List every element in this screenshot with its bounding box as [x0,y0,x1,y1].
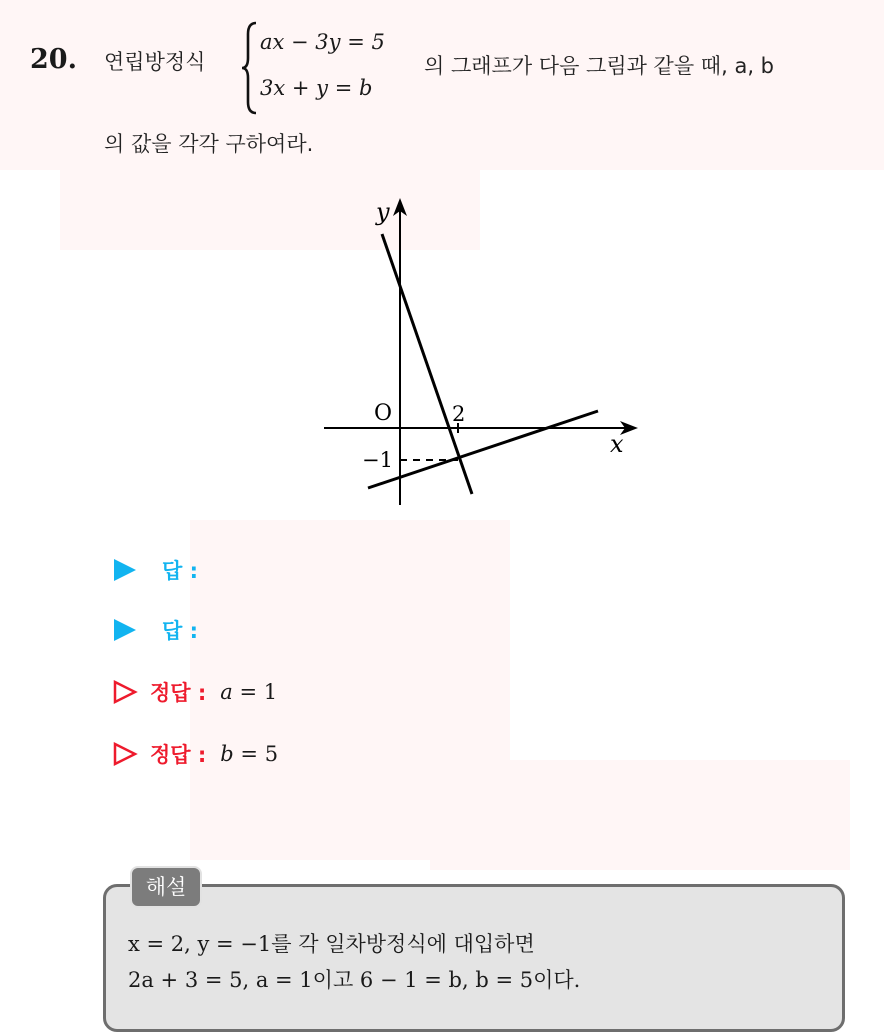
correct-answer-value: a = 1 [220,680,278,704]
solution-line-2: 2a + 3 = 5, a = 1이고 6 − 1 = b, b = 5이다. [128,968,581,992]
x-axis-label: x [610,430,624,458]
correct-answer-value: b = 5 [220,742,279,766]
line-3x-plus-y-eq-b [382,234,472,494]
solution-box [103,884,845,1032]
origin-label: O [374,401,393,426]
play-outline-icon [112,741,138,767]
correct-answer-label: 정답 : [150,743,207,767]
equation-1: ax − 3y = 5 [260,30,385,54]
y-tick-label: −1 [362,448,393,472]
system-brace [240,20,260,116]
answer-row-2 [112,615,198,645]
solution-line-1: x = 2, y = −1를 각 일차방정식에 대입하면 [128,932,535,956]
correct-answer-row-a [112,677,277,707]
y-axis-label: y [376,198,390,226]
equation-2: 3x + y = b [260,76,373,100]
correct-answer-label: 정답 : [150,681,207,705]
question-number: 20. [30,44,77,75]
play-icon [112,557,138,583]
answer-label: 답 : [162,559,198,583]
answer-label: 답 : [162,619,198,643]
question-prefix: 연립방정식 [104,50,206,74]
solution-tag: 해설 [130,866,202,908]
x-tick-label: 2 [452,402,466,426]
answer-row-1 [112,555,198,585]
play-icon [112,617,138,643]
question-suffix: 의 그래프가 다음 그림과 같을 때, a, b [424,54,774,78]
question-line-2: 의 값을 각각 구하여라. [104,132,314,156]
play-outline-icon [112,679,138,705]
graph-figure [320,190,650,510]
correct-answer-row-b [112,739,278,769]
line-ax-minus-3y-eq-5 [368,411,598,488]
